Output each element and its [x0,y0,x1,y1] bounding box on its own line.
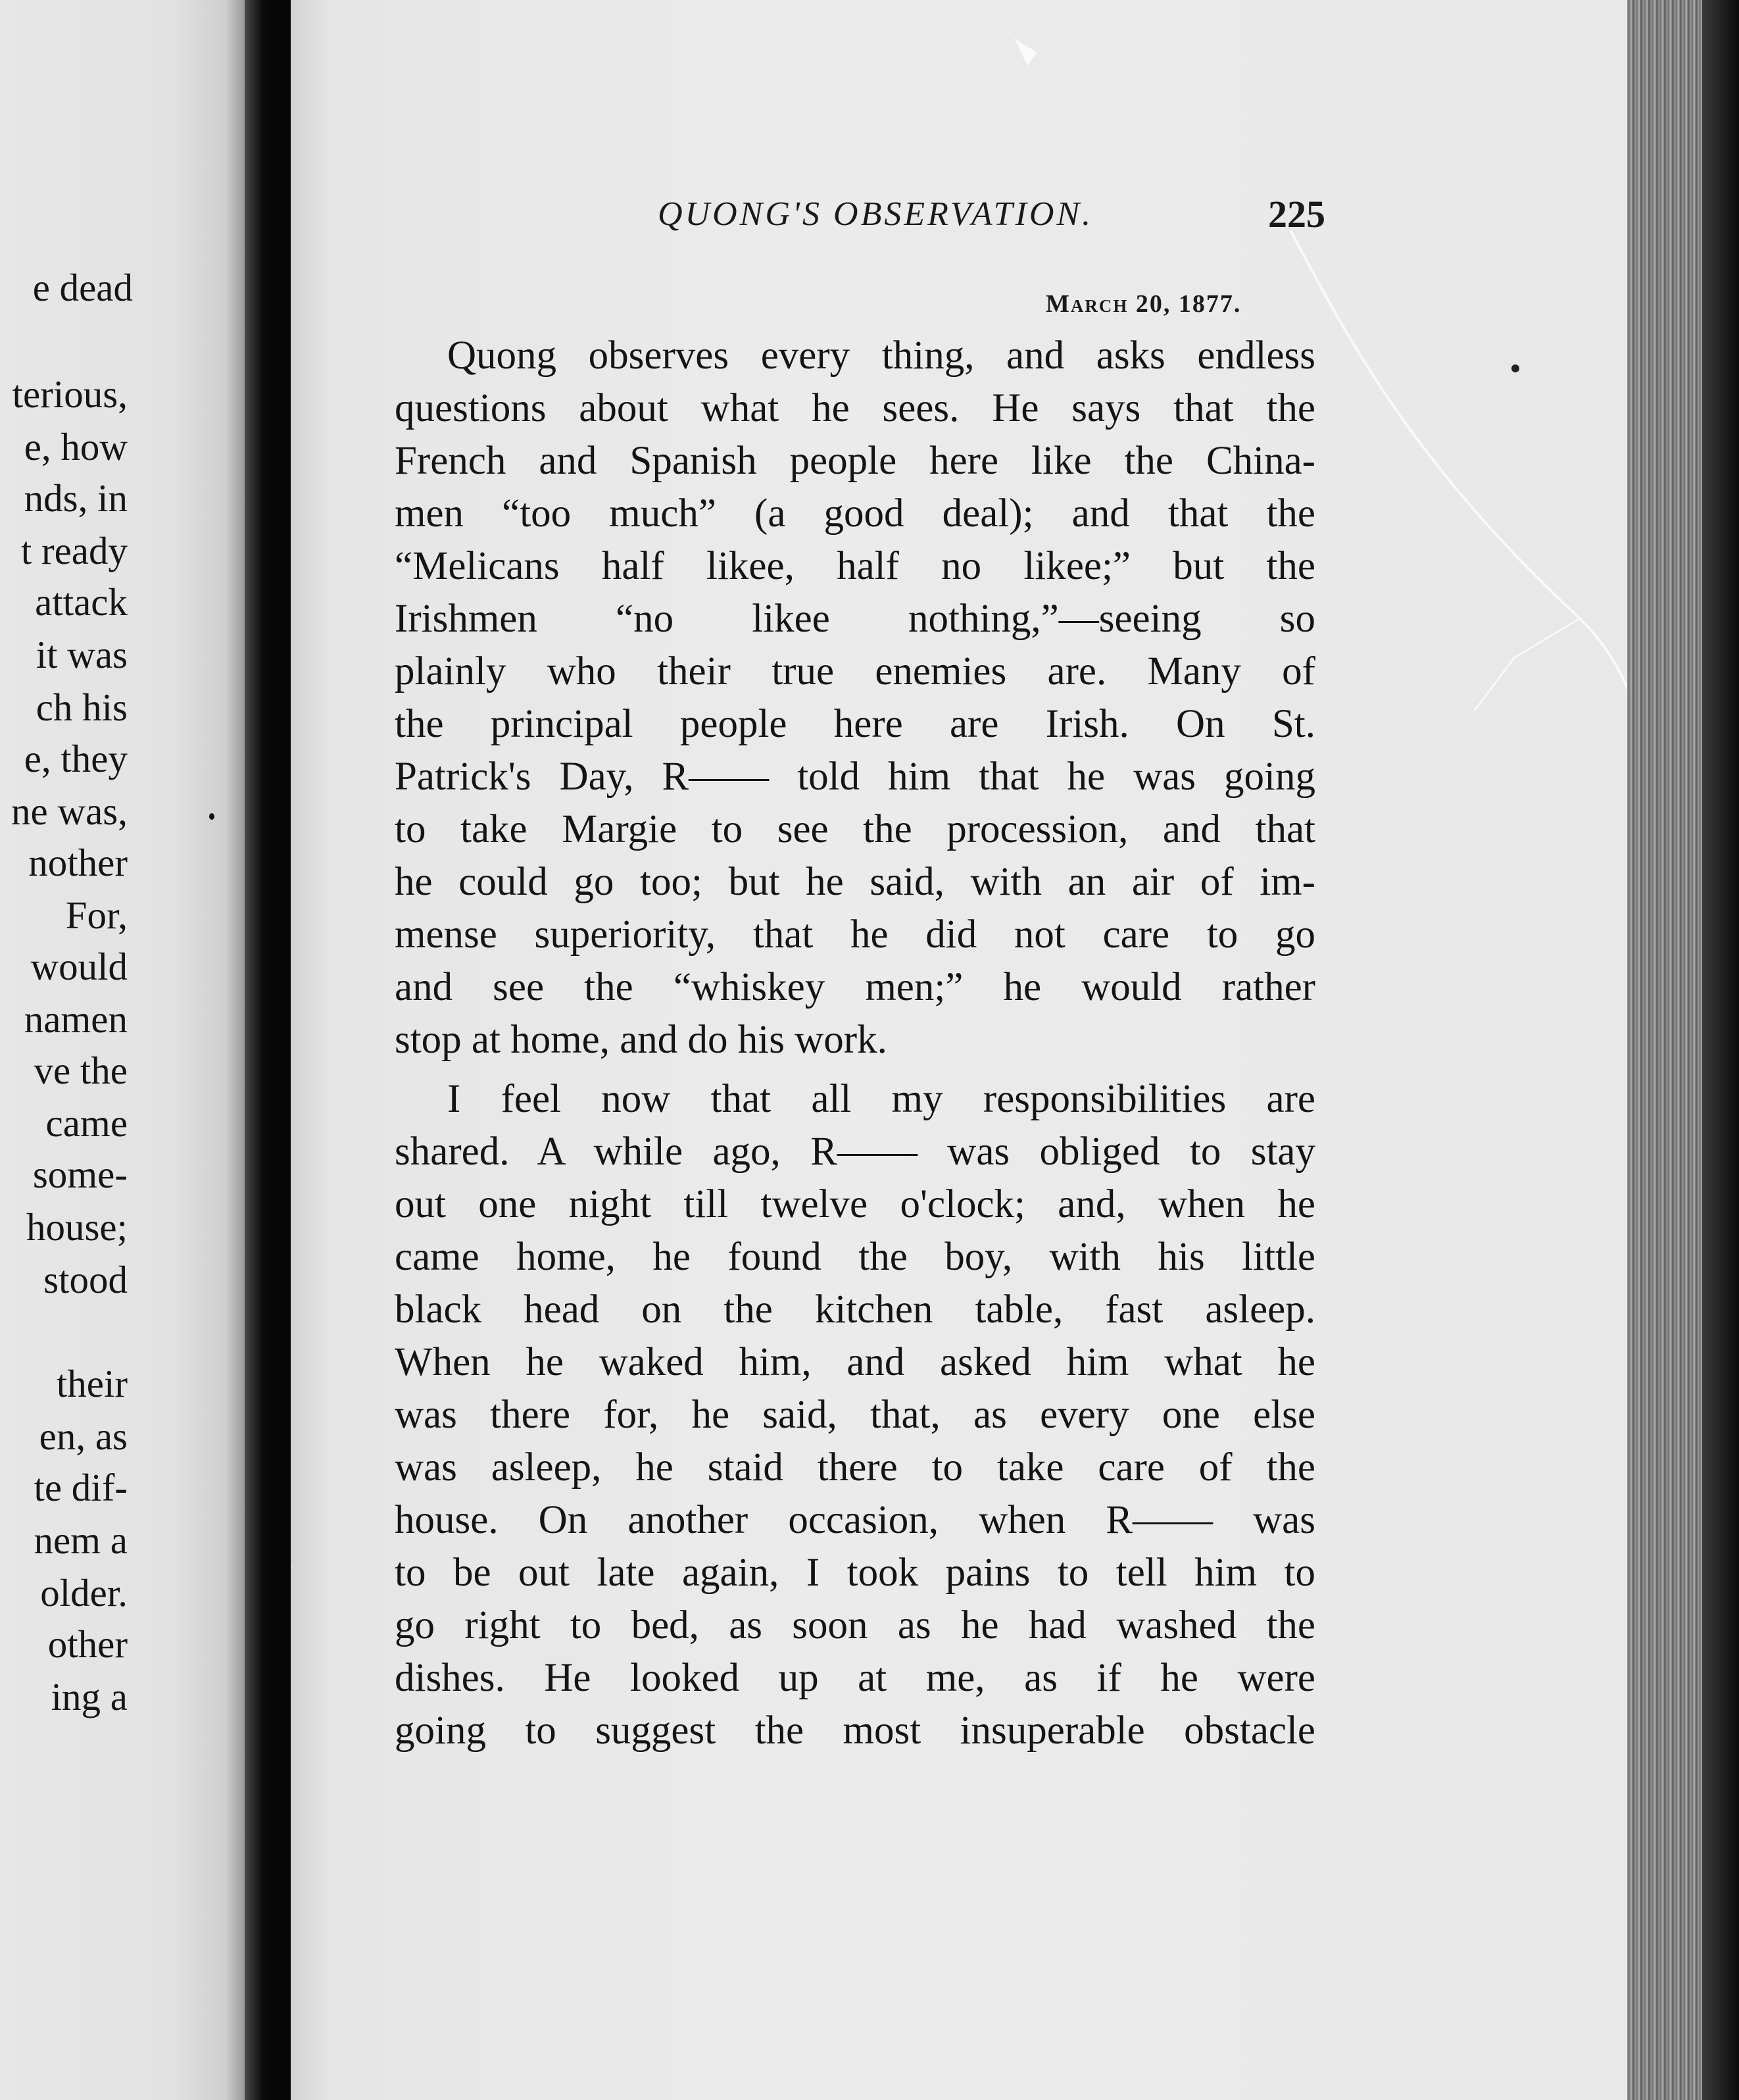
left-page-line: For, [65,893,128,937]
left-page-line: en, as [39,1414,128,1458]
body-line: stop at home, and do his work. [395,1018,887,1062]
body-line: French and Spanish people here like the China- [395,439,1315,483]
body-line: I feel now that all my responsibilities are [447,1077,1315,1121]
dateline: March 20, 1877. [1046,290,1242,318]
left-page-line: ve the [34,1049,128,1092]
left-page-line: it was [36,633,128,676]
body-line: black head on the kitchen table, fast asleep. [395,1288,1315,1332]
body-line: Quong observes every thing, and asks endless [447,334,1315,378]
left-page-line: terious, [12,372,128,416]
left-page-line: house; [26,1205,128,1249]
body-line: to take Margie to see the procession, and that [395,807,1315,851]
specks [209,813,214,820]
left-page-line: nem a [34,1518,128,1562]
body-line: came home, he found the boy, with his little [395,1235,1315,1279]
body-line: Patrick's Day, R—— told him that he was going [395,755,1315,799]
body-line: “Melicans half likee, half no likee;” but the [395,544,1315,588]
left-page [0,0,245,2100]
body-line: to be out late again, I took pains to tell him to [395,1551,1315,1595]
left-page-line: their [56,1362,128,1405]
left-page-line: stood [43,1258,128,1301]
body-line: shared. A while ago, R—— was obliged to stay [395,1130,1315,1174]
body-line: When he waked him, and asked him what he [395,1340,1315,1384]
body-line: was asleep, he staid there to take care of the [395,1445,1315,1489]
body-line: going to suggest the most insuperable obstacle [395,1709,1315,1753]
body-line: was there for, he said, that, as every one else [395,1393,1315,1437]
body-line: dishes. He looked up at me, as if he were [395,1656,1315,1700]
left-page-line: attack [35,580,128,624]
body-line: out one night till twelve o'clock; and, when he [395,1182,1315,1226]
left-page-line: t ready [20,529,128,572]
body-line: go right to bed, as soon as he had washed the [395,1603,1315,1647]
left-page-line: e, they [24,737,128,780]
left-page-line: nother [28,841,128,884]
left-page-line: ne was, [11,789,128,833]
body-line: questions about what he sees. He says that the [395,386,1315,430]
left-page-line: e dead [32,266,133,309]
body-line: house. On another occasion, when R—— was [395,1498,1315,1542]
body-line: and see the “whiskey men;” he would rather [395,965,1315,1009]
left-page-line: came [45,1101,128,1145]
left-page-line: e, how [24,425,128,468]
running-head: QUONG'S OBSERVATION. [658,195,1094,233]
left-page-line: older. [40,1571,128,1614]
body-line: plainly who their true enemies are. Many of [395,649,1315,693]
body-line: men “too much” (a good deal); and that the [395,491,1315,536]
left-page-line: nds, in [24,476,128,520]
left-page-line: ing a [51,1675,128,1718]
body-line: the principal people here are Irish. On St. [395,702,1315,746]
left-page-line: te dif- [34,1466,128,1509]
body-line: Irishmen “no likee nothing,”—seeing so [395,597,1315,641]
left-page-line: other [47,1622,128,1666]
body-line: mense superiority, that he did not care to go [395,913,1315,957]
left-page-line: ch his [36,686,128,729]
left-page-line: namen [24,997,128,1041]
book-gutter [245,0,291,2100]
left-page-line: some- [32,1153,128,1196]
book-edge-shadow [1702,0,1739,2100]
page-number: 225 [1268,193,1325,236]
body-line: he could go too; but he said, with an air of im- [395,860,1315,904]
left-page-line: would [30,945,128,988]
